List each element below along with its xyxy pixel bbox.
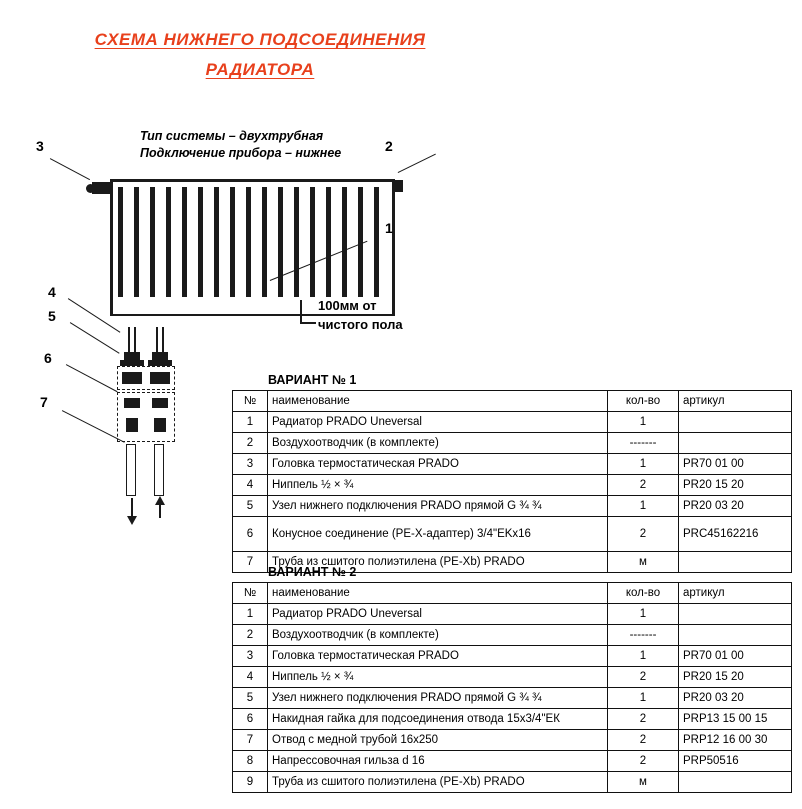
cell-qty: ------- xyxy=(608,625,679,646)
cell-art xyxy=(679,412,792,433)
cell-art: PR20 15 20 xyxy=(679,475,792,496)
cell-qty: 2 xyxy=(608,730,679,751)
supply-pipe-right xyxy=(156,327,164,353)
table-row xyxy=(233,730,792,751)
adapter-right-bottom xyxy=(154,418,166,432)
cell-name: Головка термостатическая PRADO xyxy=(268,454,608,475)
table-row xyxy=(233,709,792,730)
flow-arrow-down xyxy=(127,516,137,525)
pex-pipe-left xyxy=(126,444,136,496)
cell-qty: ------- xyxy=(608,433,679,454)
cell-no: 2 xyxy=(233,625,268,646)
cell-name: Отвод с медной трубой 16х250 xyxy=(268,730,608,751)
connection-unit-left xyxy=(122,372,142,384)
table-header-row xyxy=(233,391,792,412)
col-header-qty: кол-во xyxy=(608,583,679,604)
callout-2: 2 xyxy=(385,138,393,154)
table-row xyxy=(233,454,792,475)
cell-name: Воздухоотводчик (в комплекте) xyxy=(268,625,608,646)
variant-1-table xyxy=(232,390,792,573)
cell-qty: 2 xyxy=(608,475,679,496)
table-row xyxy=(233,412,792,433)
adapter-right-top xyxy=(152,398,168,408)
cell-name: Конусное соединение (PE-X-адаптер) 3/4"EKx16 xyxy=(268,517,608,552)
valve-right-body xyxy=(152,352,168,360)
cell-qty: 2 xyxy=(608,709,679,730)
variant-1-title: ВАРИАНТ № 1 xyxy=(268,373,357,387)
callout-1: 1 xyxy=(385,220,393,236)
cell-no: 4 xyxy=(233,667,268,688)
cell-name: Ниппель ½ × ¾ xyxy=(268,475,608,496)
cell-qty: 2 xyxy=(608,517,679,552)
callout-5: 5 xyxy=(48,308,56,324)
cell-art xyxy=(679,772,792,793)
col-header-name: наименование xyxy=(268,391,608,412)
cell-art: PR20 03 20 xyxy=(679,688,792,709)
radiator-fin xyxy=(262,187,267,297)
leader-line-7 xyxy=(62,410,125,443)
page-title xyxy=(0,26,520,84)
cell-qty: м xyxy=(608,552,679,573)
cell-no: 4 xyxy=(233,475,268,496)
cell-art: PR70 01 00 xyxy=(679,454,792,475)
system-note-line1: Тип системы – двухтрубная xyxy=(140,129,324,143)
cell-name: Ниппель ½ × ¾ xyxy=(268,667,608,688)
cell-art xyxy=(679,604,792,625)
cell-art: PRC45162216 xyxy=(679,517,792,552)
table-row xyxy=(233,646,792,667)
cell-qty: 2 xyxy=(608,667,679,688)
variant-1-block xyxy=(232,373,792,573)
cell-qty: 1 xyxy=(608,496,679,517)
flow-line-left xyxy=(131,498,133,518)
table-row xyxy=(233,625,792,646)
table-row xyxy=(233,688,792,709)
page-title-line1: СХЕМА НИЖНЕГО ПОДСОЕДИНЕНИЯ xyxy=(94,30,426,49)
leader-line-2 xyxy=(398,154,436,174)
radiator-fin xyxy=(310,187,315,297)
pex-pipe-right xyxy=(154,444,164,496)
floor-note-line1: 100мм от xyxy=(318,298,377,313)
radiator-fin xyxy=(294,187,299,297)
cell-qty: 1 xyxy=(608,454,679,475)
col-header-art: артикул xyxy=(679,583,792,604)
cell-art: PRP12 16 00 30 xyxy=(679,730,792,751)
leader-line-6 xyxy=(66,364,118,392)
radiator-fin xyxy=(134,187,139,297)
cell-art xyxy=(679,433,792,454)
callout-3: 3 xyxy=(36,138,44,154)
radiator-fin xyxy=(230,187,235,297)
adapter-left-top xyxy=(124,398,140,408)
left-connection-knob xyxy=(86,184,95,193)
cell-qty: 1 xyxy=(608,688,679,709)
cell-no: 6 xyxy=(233,517,268,552)
cell-name: Головка термостатическая PRADO xyxy=(268,646,608,667)
cell-no: 6 xyxy=(233,709,268,730)
connection-unit-right xyxy=(150,372,170,384)
col-header-name: наименование xyxy=(268,583,608,604)
air-vent-block xyxy=(392,180,403,192)
table-row xyxy=(233,475,792,496)
radiator-fin xyxy=(326,187,331,297)
floor-note-line2: чистого пола xyxy=(318,317,403,332)
radiator-fins xyxy=(118,187,387,297)
cell-no: 1 xyxy=(233,412,268,433)
adapter-left-bottom xyxy=(126,418,138,432)
cell-no: 3 xyxy=(233,646,268,667)
cell-name: Воздухоотводчик (в комплекте) xyxy=(268,433,608,454)
cell-name: Напрессовочная гильза d 16 xyxy=(268,751,608,772)
table-row xyxy=(233,496,792,517)
radiator-fin xyxy=(166,187,171,297)
page-title-line2: РАДИАТОРА xyxy=(205,60,315,79)
cell-name: Труба из сшитого полиэтилена (PE-Xb) PRADO xyxy=(268,772,608,793)
cell-art: PR20 15 20 xyxy=(679,667,792,688)
cell-name: Радиатор PRADO Uneversal xyxy=(268,604,608,625)
cell-no: 8 xyxy=(233,751,268,772)
cell-no: 5 xyxy=(233,496,268,517)
cell-no: 2 xyxy=(233,433,268,454)
system-note-line2: Подключение прибора – нижнее xyxy=(140,146,342,160)
flow-arrow-up xyxy=(155,496,165,505)
cell-art: PR20 03 20 xyxy=(679,496,792,517)
cell-no: 7 xyxy=(233,730,268,751)
cell-qty: 1 xyxy=(608,604,679,625)
cell-art: PRP13 15 00 15 xyxy=(679,709,792,730)
floor-note xyxy=(318,296,403,334)
cell-name: Труба из сшитого полиэтилена (PE-Xb) PRADO xyxy=(268,552,608,573)
radiator-fin xyxy=(198,187,203,297)
cell-no: 7 xyxy=(233,552,268,573)
table-row xyxy=(233,667,792,688)
cell-no: 9 xyxy=(233,772,268,793)
floor-distance-marker xyxy=(300,300,316,324)
radiator-fin xyxy=(118,187,123,297)
cell-name: Узел нижнего подключения PRADO прямой G ¾ ¾ xyxy=(268,688,608,709)
variant-2-title: ВАРИАНТ № 2 xyxy=(268,565,357,579)
cell-qty: 1 xyxy=(608,646,679,667)
cell-qty: 2 xyxy=(608,751,679,772)
table-row xyxy=(233,604,792,625)
table-row xyxy=(233,772,792,793)
radiator-fin xyxy=(150,187,155,297)
col-header-qty: кол-во xyxy=(608,391,679,412)
cell-no: 1 xyxy=(233,604,268,625)
table-row xyxy=(233,517,792,552)
radiator-fin xyxy=(246,187,251,297)
cell-name: Узел нижнего подключения PRADO прямой G ¾ ¾ xyxy=(268,496,608,517)
radiator-fin xyxy=(182,187,187,297)
supply-pipe-left xyxy=(128,327,136,353)
cell-qty: м xyxy=(608,772,679,793)
variant-2-block xyxy=(232,565,792,793)
valve-left-body xyxy=(124,352,140,360)
col-header-no: № xyxy=(233,583,268,604)
variant-2-table xyxy=(232,582,792,793)
cell-name: Радиатор PRADO Uneversal xyxy=(268,412,608,433)
leader-line-3 xyxy=(50,158,90,180)
callout-6: 6 xyxy=(44,350,52,366)
cell-name: Накидная гайка для подсоединения отвода 15х3/4"ЕК xyxy=(268,709,608,730)
col-header-no: № xyxy=(233,391,268,412)
system-note xyxy=(140,128,341,162)
cell-art xyxy=(679,625,792,646)
callout-7: 7 xyxy=(40,394,48,410)
callout-4: 4 xyxy=(48,284,56,300)
cell-art: PR70 01 00 xyxy=(679,646,792,667)
radiator-fin xyxy=(342,187,347,297)
table-row xyxy=(233,433,792,454)
table-header-row xyxy=(233,583,792,604)
cell-no: 5 xyxy=(233,688,268,709)
cell-no: 3 xyxy=(233,454,268,475)
radiator-fin xyxy=(214,187,219,297)
cell-qty: 1 xyxy=(608,412,679,433)
radiator-fin xyxy=(278,187,283,297)
col-header-art: артикул xyxy=(679,391,792,412)
cell-art: PRP50516 xyxy=(679,751,792,772)
table-row xyxy=(233,751,792,772)
radiator-fin xyxy=(374,187,379,297)
left-connection-block xyxy=(92,182,112,194)
